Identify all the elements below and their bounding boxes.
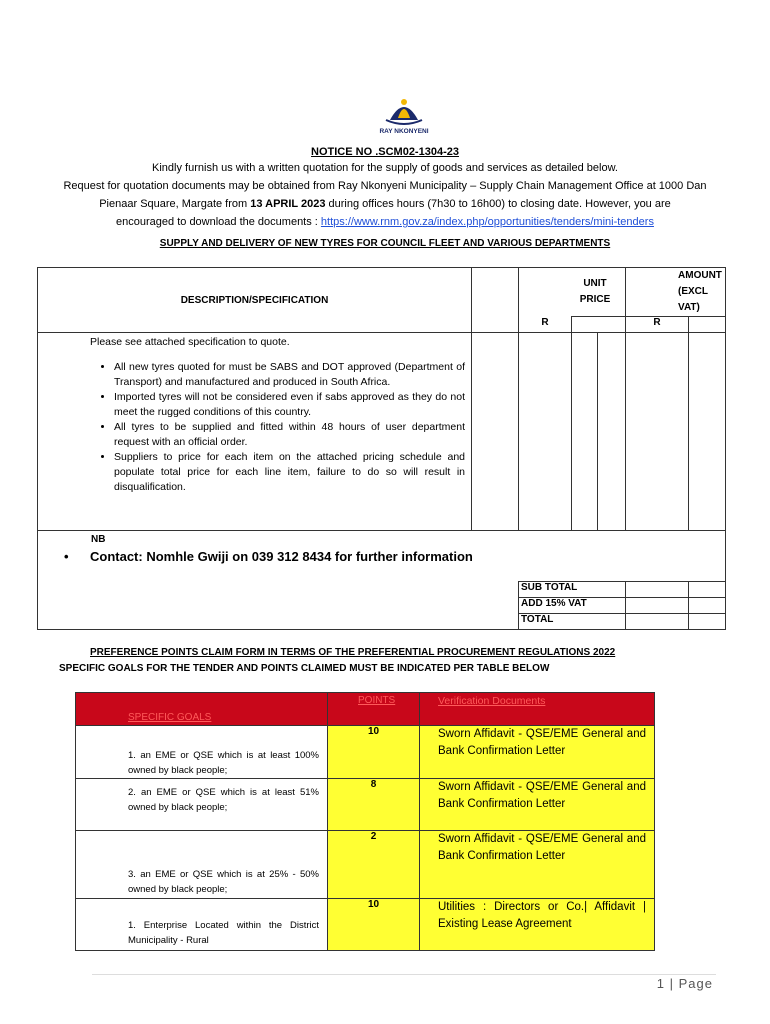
verification-text: Sworn Affidavit - QSE/EME General and Bank Confirmation Letter bbox=[420, 831, 655, 899]
vat-label: ADD 15% VAT bbox=[519, 598, 626, 614]
list-item: • All tyres to be supplied and fitted within 48 hours of user department request with an official order. bbox=[114, 420, 465, 450]
intro-paragraph bbox=[0, 159, 770, 231]
goal-text: 1. Enterprise Located within the District Municipality - Rural bbox=[76, 899, 328, 951]
specification-body bbox=[38, 333, 472, 531]
municipality-logo bbox=[368, 92, 440, 138]
verification-text: Sworn Affidavit - QSE/EME General and Bank Confirmation Letter bbox=[420, 779, 655, 831]
points-value: 2 bbox=[328, 831, 420, 899]
spec-intro: Please see attached specification to quote. bbox=[90, 336, 290, 348]
points-column-header: POINTS bbox=[328, 693, 420, 726]
verification-text: Utilities : Directors or Co.| Affidavit | Existing Lease Agreement bbox=[420, 899, 655, 951]
points-value: 10 bbox=[328, 899, 420, 951]
list-item: • Suppliers to price for each item on the attached pricing schedule and populate total price for each line item, failure to do so will result in disqualification. bbox=[114, 450, 465, 495]
tenders-link[interactable]: https://www.rnm.gov.za/index.php/opportunities/tenders/mini-tenders bbox=[320, 216, 654, 228]
table-row bbox=[76, 899, 655, 951]
contact-section bbox=[38, 531, 726, 582]
amount-currency: R bbox=[626, 317, 689, 333]
nb-label: NB bbox=[91, 534, 106, 545]
list-item: • All new tyres quoted for must be SABS and DOT approved (Department of Transport) and manufactured and produced in South Africa. bbox=[114, 360, 465, 390]
description-header: DESCRIPTION/SPECIFICATION bbox=[38, 268, 472, 333]
verification-column-header: Verification Documents bbox=[420, 693, 655, 726]
tender-heading: SUPPLY AND DELIVERY OF NEW TYRES FOR COUNCIL FLEET AND VARIOUS DEPARTMENTS bbox=[159, 238, 611, 249]
notice-number: NOTICE NO .SCM02-1304-23 bbox=[311, 146, 459, 158]
logo-text: RAY NKONYENI bbox=[379, 128, 429, 135]
page-number: 1 | Page bbox=[656, 976, 713, 991]
closing-date: 13 APRIL 2023 bbox=[250, 198, 326, 210]
specific-goals-table bbox=[75, 692, 655, 951]
spec-bullet-list bbox=[90, 360, 465, 495]
unit-price-header: UNIT PRICE bbox=[519, 268, 626, 317]
table-row bbox=[76, 779, 655, 831]
contact-info: • Contact: Nomhle Gwiji on 039 312 8434 for further information bbox=[64, 549, 473, 564]
table-row bbox=[76, 831, 655, 899]
specification-table bbox=[37, 267, 726, 630]
goal-text: 1. an EME or QSE which is at least 100% owned by black people; bbox=[76, 726, 328, 779]
intro-line-3: Pienaar Square, Margate from 13 APRIL 2023 during offices hours (7h30 to 16h00) to closing date. However, you are bbox=[99, 198, 671, 210]
points-value: 8 bbox=[328, 779, 420, 831]
intro-line-4: encouraged to download the documents : https://www.rnm.gov.za/index.php/opportunities/tenders/mini-tenders bbox=[116, 216, 654, 228]
amount-header: AMOUNT (EXCL VAT) bbox=[626, 268, 726, 317]
intro-line-1: Kindly furnish us with a written quotation for the supply of goods and services as detailed below. bbox=[152, 162, 618, 174]
table-row bbox=[76, 726, 655, 779]
list-item: • Imported tyres will not be considered even if sabs approved as they do not meet the rugged conditions of this country. bbox=[114, 390, 465, 420]
footer-divider bbox=[92, 974, 716, 975]
total-label: TOTAL bbox=[519, 614, 626, 630]
verification-text: Sworn Affidavit - QSE/EME General and Bank Confirmation Letter bbox=[420, 726, 655, 779]
intro-line-2: Request for quotation documents may be obtained from Ray Nkonyeni Municipality – Supply Chain Management Office at 1000 Dan bbox=[63, 180, 707, 192]
goal-text: 3. an EME or QSE which is at 25% - 50% owned by black people; bbox=[76, 831, 328, 899]
subtotal-label: SUB TOTAL bbox=[519, 582, 626, 598]
goals-column-header: SPECIFIC GOALS bbox=[76, 693, 328, 726]
preference-heading: PREFERENCE POINTS CLAIM FORM IN TERMS OF THE PREFERENTIAL PROCUREMENT REGULATIONS 2022 bbox=[90, 647, 616, 658]
unit-price-currency: R bbox=[519, 317, 572, 333]
goal-text: 2. an EME or QSE which is at least 51% owned by black people; bbox=[76, 779, 328, 831]
specific-goals-heading: SPECIFIC GOALS FOR THE TENDER AND POINTS CLAIMED MUST BE INDICATED PER TABLE BELOW bbox=[59, 663, 550, 674]
points-value: 10 bbox=[328, 726, 420, 779]
